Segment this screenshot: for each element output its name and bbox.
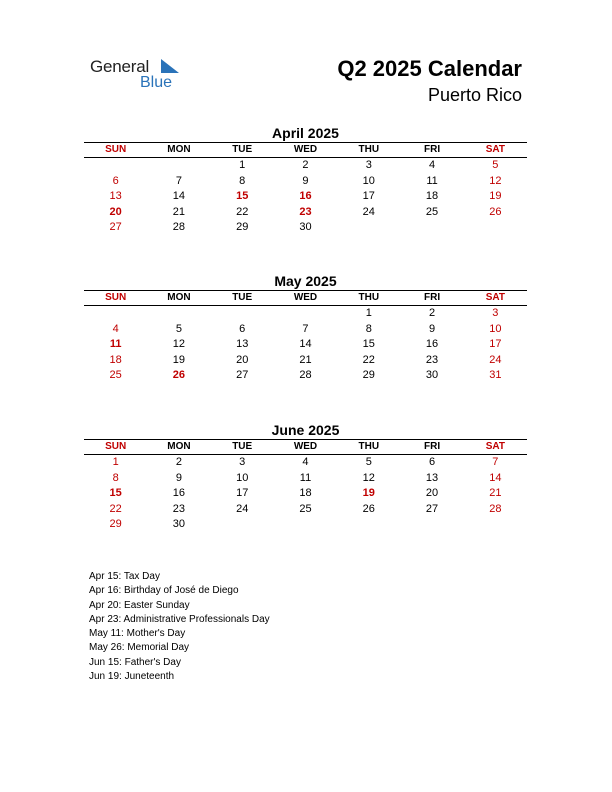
day-cell: 27 (109, 221, 122, 234)
day-cell (464, 517, 527, 533)
day-cell: 31 (489, 369, 502, 382)
day-cell: 8 (365, 322, 372, 335)
week-row (84, 455, 527, 471)
day-cell: 4 (112, 322, 119, 335)
day-cell (337, 220, 400, 236)
weekday-label: SUN (105, 441, 127, 452)
day-cell (400, 220, 463, 236)
weekday-label: FRI (423, 441, 441, 452)
logo-text-general: General (90, 57, 150, 76)
weekday-label: WED (293, 144, 318, 155)
day-cell: 2 (302, 159, 309, 171)
day-cell: 8 (239, 174, 246, 187)
day-cell: 25 (299, 502, 312, 515)
weekday-label: SUN (105, 144, 127, 155)
day-cell (211, 517, 274, 533)
day-cell: 28 (299, 369, 312, 382)
page-title: Q2 2025 Calendar (337, 56, 522, 81)
month-title: June 2025 (271, 422, 340, 438)
day-cell: 21 (489, 487, 502, 500)
holiday-item: Apr 23: Administrative Professionals Day (89, 613, 270, 625)
week-row (84, 322, 527, 338)
week-row (84, 471, 527, 487)
day-cell: 30 (425, 369, 439, 382)
day-cell (147, 158, 210, 174)
day-cell: 11 (299, 471, 312, 484)
day-cell: 20 (236, 353, 249, 366)
day-cell: 3 (239, 456, 246, 468)
week-row (84, 220, 527, 236)
day-cell: 5 (492, 159, 499, 171)
day-cell: 2 (428, 307, 436, 319)
day-cell: 13 (425, 471, 439, 484)
holiday-item: Apr 15: Tax Day (89, 571, 160, 582)
day-cell: 15 (109, 487, 122, 500)
weekday-label: SUN (105, 292, 127, 303)
day-cell: 4 (302, 456, 309, 468)
weekday-label: SAT (485, 441, 505, 452)
weekday-label: MON (167, 144, 191, 155)
logo (90, 57, 190, 93)
day-cell: 30 (299, 221, 312, 234)
week-row (84, 189, 527, 205)
day-cell: 23 (172, 502, 186, 515)
day-cell: 6 (239, 322, 246, 335)
day-cell: 27 (425, 502, 439, 515)
weekday-label: SAT (485, 144, 505, 155)
weekday-label: FRI (423, 292, 441, 303)
day-cell: 22 (236, 205, 249, 218)
day-cell: 19 (489, 190, 502, 203)
day-cell: 29 (109, 518, 122, 531)
day-cell: 15 (236, 190, 249, 203)
day-cell: 7 (302, 322, 309, 335)
day-cell: 28 (172, 221, 186, 234)
day-cell: 23 (425, 353, 439, 366)
day-cell (147, 306, 210, 322)
day-cell: 8 (112, 471, 119, 484)
week-row (84, 158, 527, 174)
day-cell: 18 (425, 190, 439, 203)
weekday-label: WED (293, 292, 318, 303)
weekday-label: THU (358, 441, 380, 452)
holiday-item: Apr 16: Birthday of José de Diego (89, 585, 239, 597)
week-row (84, 517, 527, 533)
day-cell: 10 (362, 174, 375, 187)
day-cell: 1 (112, 456, 119, 468)
day-cell: 5 (365, 456, 372, 468)
weekday-label: SAT (485, 292, 505, 303)
day-cell: 5 (175, 322, 182, 335)
day-cell: 19 (172, 353, 186, 366)
day-cell: 26 (172, 369, 186, 382)
logo-triangle-icon (161, 59, 179, 73)
weekday-header-row (84, 290, 527, 306)
day-cell: 3 (365, 159, 372, 171)
day-cell: 1 (365, 307, 372, 319)
weekday-label: FRI (423, 144, 441, 155)
page-subtitle: Puerto Rico (427, 85, 522, 105)
week-row (84, 337, 527, 353)
day-cell: 14 (489, 471, 502, 484)
weekday-label: MON (167, 441, 191, 452)
day-cell: 16 (425, 338, 439, 351)
day-cell: 26 (489, 205, 502, 218)
day-cell: 20 (425, 487, 439, 500)
day-cell: 24 (489, 353, 502, 366)
month-title: May 2025 (274, 273, 337, 289)
day-cell: 16 (172, 487, 186, 500)
day-cell: 12 (362, 471, 375, 484)
week-row (84, 353, 527, 369)
day-cell (211, 306, 274, 322)
day-cell: 29 (236, 221, 249, 234)
month-may (84, 272, 527, 384)
weekday-header-row (84, 439, 527, 455)
month-title: April 2025 (272, 125, 339, 141)
day-cell: 24 (236, 502, 249, 515)
holiday-item: Jun 15: Father's Day (89, 656, 181, 668)
day-cell (400, 517, 463, 533)
day-cell (84, 306, 147, 322)
holiday-item: Apr 20: Easter Sunday (89, 599, 190, 611)
day-cell: 21 (299, 353, 312, 366)
day-cell: 30 (172, 518, 186, 531)
day-cell: 27 (236, 369, 249, 382)
day-cell: 15 (362, 338, 375, 351)
day-cell: 9 (302, 174, 309, 187)
day-cell: 9 (175, 471, 182, 484)
day-cell: 9 (428, 322, 436, 335)
day-cell: 20 (109, 205, 122, 218)
day-cell: 6 (112, 174, 119, 187)
day-cell: 19 (362, 487, 375, 500)
day-cell: 14 (172, 190, 186, 203)
day-cell (464, 220, 527, 236)
weekday-label: THU (358, 144, 380, 155)
week-row (84, 174, 527, 190)
week-row (84, 368, 527, 384)
day-cell: 12 (489, 174, 502, 187)
holiday-list (89, 570, 270, 684)
day-cell: 6 (428, 456, 436, 468)
day-cell: 25 (425, 205, 439, 218)
day-cell: 25 (109, 369, 122, 382)
month-april (84, 124, 527, 236)
day-cell: 21 (172, 205, 186, 218)
day-cell: 2 (175, 456, 182, 468)
day-cell: 22 (109, 502, 122, 515)
weekday-label: MON (167, 292, 191, 303)
day-cell: 14 (299, 338, 312, 351)
weekday-label: WED (293, 441, 318, 452)
weekday-label: TUE (232, 292, 253, 303)
day-cell: 3 (492, 307, 499, 319)
week-row (84, 306, 527, 322)
day-cell: 26 (362, 502, 375, 515)
day-cell (274, 517, 337, 533)
day-cell: 11 (109, 338, 122, 351)
day-cell: 17 (362, 190, 375, 203)
day-cell: 12 (172, 338, 186, 351)
day-cell: 29 (362, 369, 375, 382)
weekday-label: THU (358, 292, 380, 303)
day-cell: 24 (362, 205, 375, 218)
day-cell: 17 (236, 487, 249, 500)
day-cell: 10 (236, 471, 249, 484)
day-cell: 28 (489, 502, 502, 515)
day-cell: 18 (109, 353, 122, 366)
holiday-item: May 26: Memorial Day (89, 642, 190, 654)
day-cell: 7 (175, 174, 182, 187)
day-cell: 1 (239, 159, 246, 171)
holiday-item: May 11: Mother's Day (89, 628, 186, 640)
day-cell: 18 (299, 487, 312, 500)
day-cell: 13 (109, 190, 122, 203)
weekday-label: TUE (232, 441, 253, 452)
weekday-label: TUE (232, 144, 253, 155)
day-cell: 23 (299, 205, 312, 218)
day-cell: 13 (236, 338, 249, 351)
day-cell: 17 (489, 338, 502, 351)
holiday-item: Jun 19: Juneteenth (89, 671, 175, 683)
logo-text-blue: Blue (140, 74, 173, 91)
weekday-header-row (84, 142, 527, 158)
day-cell (337, 517, 400, 533)
week-row (84, 486, 527, 502)
day-cell: 11 (426, 174, 438, 187)
day-cell: 16 (299, 190, 312, 203)
week-row (84, 205, 527, 221)
day-cell (274, 306, 337, 322)
day-cell: 7 (492, 456, 499, 468)
week-row (84, 502, 527, 518)
day-cell: 4 (428, 159, 436, 171)
month-june (84, 421, 527, 533)
day-cell: 22 (362, 353, 375, 366)
day-cell: 10 (489, 322, 502, 335)
day-cell (84, 158, 147, 174)
